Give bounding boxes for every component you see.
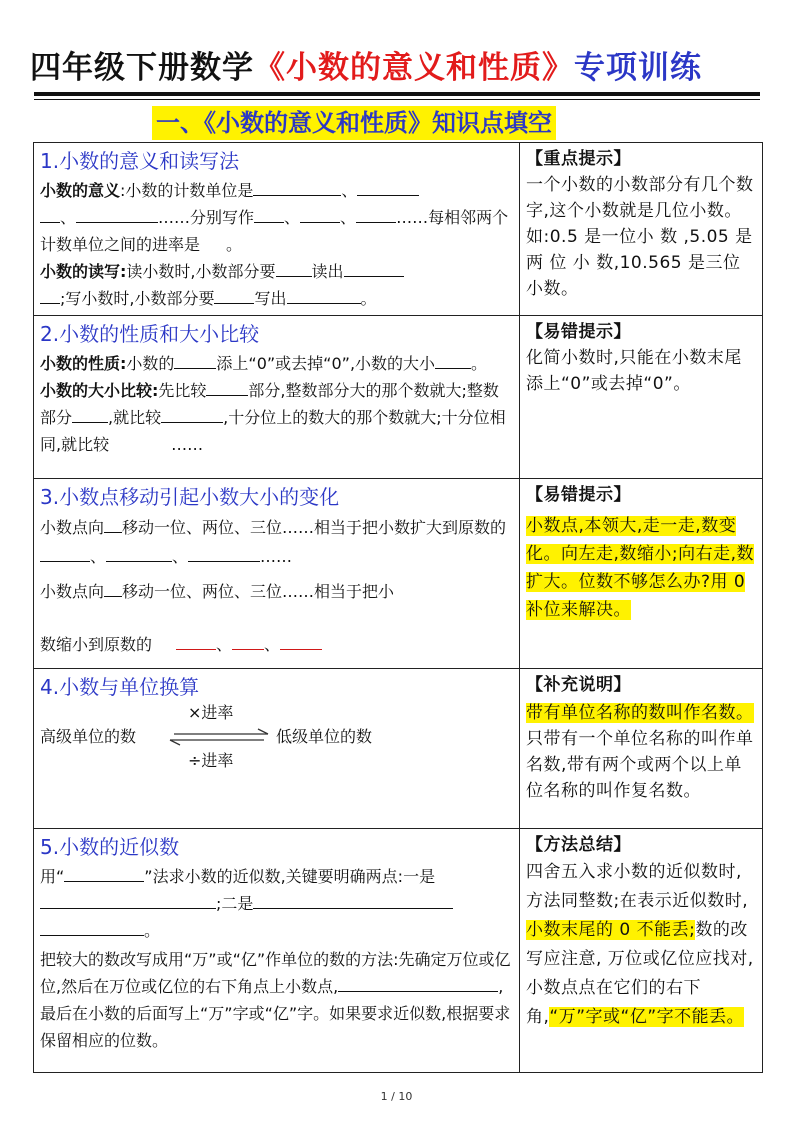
bold-label: 小数的读写:: [40, 262, 127, 281]
divide-rate-label: ÷进率: [188, 751, 234, 770]
fill-blank[interactable]: [344, 259, 404, 277]
title-suffix: 专项训练: [574, 50, 702, 86]
title-rule-thin: [34, 99, 760, 100]
fill-blank[interactable]: [357, 178, 419, 196]
fill-blank[interactable]: [104, 579, 122, 597]
tip-text: 带有单位名称的数叫作名数。只带有一个单位名称的叫作单名数,带有两个或两个以上单位名称的叫作复名数。: [526, 703, 754, 801]
fill-blank[interactable]: [253, 178, 341, 196]
knowledge-row-1: [34, 143, 763, 316]
fill-blank[interactable]: [64, 864, 144, 882]
fill-blank[interactable]: [435, 351, 471, 369]
tip-cell: [520, 669, 763, 829]
fill-blank[interactable]: [254, 205, 284, 223]
tip-cell: [520, 143, 763, 316]
bold-label: 小数的性质:: [40, 354, 127, 373]
page-number: 1 / 10: [380, 1090, 413, 1103]
tip-cell: [520, 316, 763, 479]
row-text: 小数的大小比较:先比较 部分,整数部分大的那个数就大;整数部分 ,就比较 ,十分位上的数大的那个数就大;十分位相同,就比较 ……: [40, 377, 514, 458]
fill-blank[interactable]: [40, 286, 60, 304]
knowledge-cell: [34, 479, 520, 669]
high-unit-label: 高级单位的数: [40, 727, 137, 746]
row-text: 数缩小到原数的 、 、: [40, 630, 514, 659]
knowledge-table: [33, 142, 763, 1073]
tip-text: 小数点,本领大,走一走,数变化。向左走,数缩小;向右走,数扩大。位数不够怎么办?用 0 补位来解决。: [526, 516, 755, 620]
low-unit-label: 低级单位的数: [276, 727, 373, 746]
knowledge-cell: [34, 143, 520, 316]
fill-blank[interactable]: [174, 351, 216, 369]
tip-cell: [520, 829, 763, 1073]
row-text: 小数的性质:小数的 添上“0”或去掉“0”,小数的大小 。: [40, 350, 514, 377]
row-heading: 3.小数点移动引起小数大小的变化: [40, 485, 340, 509]
bold-label: 小数的大小比较:: [40, 381, 159, 400]
fill-blank[interactable]: [188, 544, 260, 562]
title-topic: 《小数的意义和性质》: [254, 50, 574, 86]
knowledge-row-3: [34, 479, 763, 669]
fill-blank[interactable]: [206, 378, 248, 396]
row-heading: 2.小数的性质和大小比较: [40, 322, 260, 346]
fill-blank[interactable]: [287, 286, 361, 304]
title-grade: 四年级下册数学: [30, 50, 254, 86]
double-arrow-icon: [168, 727, 272, 749]
row-text: 把较大的数改写成用“万”或“亿”作单位的数的方法:先确定万位或亿位,然后在万位或亿位的右下角点上小数点, ,最后在小数的后面写上“万”字或“亿”字。如果要求近似数,根据要求保留相应的位数。: [40, 950, 511, 1050]
fill-blank[interactable]: [40, 205, 60, 223]
multiply-rate-label: ×进率: [188, 703, 234, 722]
title-rule-thick: [34, 92, 760, 96]
row-text: 小数点向 移动一位、两位、三位……相当于把小: [40, 577, 514, 606]
row-text: 小数的读写:读小数时,小数部分要 读出 ;写小数时,小数部分要 写出 。: [40, 258, 514, 312]
fill-blank[interactable]: [76, 205, 158, 223]
fill-blank[interactable]: [40, 918, 144, 936]
fill-blank[interactable]: [104, 515, 122, 533]
page-title: [30, 42, 770, 86]
row-text: 用“ ”法求小数的近似数,关键要明确两点:一是;二是 。: [40, 863, 514, 944]
tip-text: 四舍五入求小数的近似数时,方法同整数;在表示近似数时,小数末尾的 0 不能丢;数的改写应注意, 万位或亿位应找对,小数点点在它们的右下角,“万”字或“亿”字不能丢。: [526, 862, 754, 1027]
knowledge-cell: [34, 316, 520, 479]
tip-heading: 【易错提示】: [526, 322, 631, 342]
fill-blank[interactable]: [106, 544, 172, 562]
unit-conversion-diagram: [40, 703, 514, 777]
tip-text: 化简小数时,只能在小数末尾添上“0”或去掉“0”。: [526, 348, 742, 394]
fill-blank[interactable]: [276, 259, 312, 277]
tip-heading: 【方法总结】: [526, 835, 631, 855]
tip-heading: 【重点提示】: [526, 149, 631, 169]
row-text: 小数的意义:小数的计数单位是 、 、 ……分别写作 、 、 ……每相邻两个计数单位之间的进率是 。: [40, 177, 514, 258]
knowledge-row-2: [34, 316, 763, 479]
row-heading: 4.小数与单位换算: [40, 675, 200, 699]
knowledge-cell: [34, 829, 520, 1073]
fill-blank[interactable]: [214, 286, 254, 304]
fill-blank[interactable]: [232, 632, 264, 650]
tip-heading: 【易错提示】: [526, 485, 631, 505]
fill-blank[interactable]: [253, 891, 453, 909]
row-text: 小数点向 移动一位、两位、三位……相当于把小数扩大到原数的、 、 ……: [40, 513, 514, 571]
section-title: 一、《小数的意义和性质》知识点填空: [152, 106, 556, 140]
row-heading: 1.小数的意义和读写法: [40, 149, 240, 173]
knowledge-row-4: [34, 669, 763, 829]
fill-blank[interactable]: [300, 205, 340, 223]
fill-blank[interactable]: [72, 405, 108, 423]
fill-blank[interactable]: [280, 632, 322, 650]
fill-blank[interactable]: [338, 974, 498, 992]
bold-label: 小数的意义: [40, 181, 121, 200]
knowledge-cell: [34, 669, 520, 829]
row-heading: 5.小数的近似数: [40, 835, 180, 859]
fill-blank[interactable]: [356, 205, 396, 223]
tip-heading: 【补充说明】: [526, 675, 631, 695]
tip-text: 一个小数的小数部分有几个数字,这个小数就是几位小数。如:0.5 是一位小 数 ,5.05 是 两 位 小 数,10.565 是三位小数。: [526, 175, 754, 299]
tip-cell: [520, 479, 763, 669]
fill-blank[interactable]: [40, 544, 90, 562]
knowledge-row-5: [34, 829, 763, 1073]
fill-blank[interactable]: [176, 632, 216, 650]
fill-blank[interactable]: [161, 405, 223, 423]
fill-blank[interactable]: [40, 891, 216, 909]
